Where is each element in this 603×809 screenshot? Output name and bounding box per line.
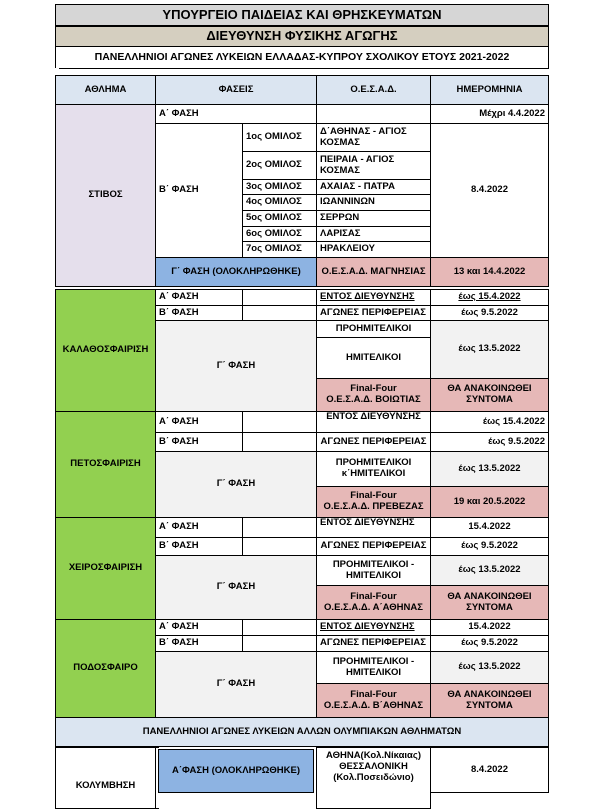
- stivos-phase-a-oesad: [316, 104, 431, 124]
- stivos-group-oesad: ΠΕΙΡΑΙΑ - ΑΓΙΟΣ ΚΟΣΜΑΣ: [316, 151, 431, 180]
- football-final-four: Final-Four Ο.Ε.Σ.Α.Δ. Β΄ΑΘΗΝΑΣ: [316, 683, 431, 718]
- stivos-phase-a-date: Μέχρι 4.4.2022: [430, 104, 549, 124]
- stivos-phase-b-date: 8.4.2022: [430, 123, 549, 258]
- stivos-group-oesad: ΙΩΑΝΝΙΝΩΝ: [316, 194, 431, 211]
- handball-phase-b: Β΄ ΦΑΣΗ: [155, 537, 243, 556]
- stivos-group-oesad: ΑΧΑΙΑΣ - ΠΑΤΡΑ: [316, 179, 431, 195]
- handball-pre-date: έως 13.5.2022: [430, 555, 549, 586]
- basketball-phase-a: Α΄ ΦΑΣΗ: [155, 289, 243, 306]
- handball-final-four: Final-Four Ο.Ε.Σ.Α.Δ. Α΄ΑΘΗΝΑΣ: [316, 585, 431, 620]
- stivos-group: 1ος ΟΜΙΛΟΣ: [242, 123, 317, 152]
- volleyball-pre: ΠΡΟΗΜΙΤΕΛΙΚΟΙ κ΄ΗΜΙΤΕΛΙΚΟΙ: [316, 451, 431, 487]
- handball-pre: ΠΡΟΗΜΙΤΕΛΙΚΟΙ - ΗΜΙΤΕΛΙΚΟΙ: [316, 555, 431, 586]
- football-pre: ΠΡΟΗΜΙΤΕΛΙΚΟΙ - ΗΜΙΤΕΛΙΚΟΙ: [316, 651, 431, 684]
- stivos-group: 5ος ΟΜΙΛΟΣ: [242, 210, 317, 227]
- header-phases: ΦΑΣΕΙΣ: [155, 75, 317, 105]
- stivos-phase-a: Α΄ ΦΑΣΗ: [155, 104, 317, 124]
- volleyball-final-four: Final-Four Ο.Ε.Σ.Α.Δ. ΠΡΕΒΕΖΑΣ: [316, 486, 431, 518]
- football-pre-date: έως 13.5.2022: [430, 651, 549, 684]
- stivos-group-oesad: ΗΡΑΚΛΕΙΟΥ: [316, 241, 431, 258]
- sport-basketball: ΚΑΛΑΘΟΣΦΑΙΡΙΣΗ: [55, 289, 156, 412]
- basketball-final-four: Final-Four Ο.Ε.Σ.Α.Δ. ΒΟΙΩΤΙΑΣ: [316, 378, 431, 412]
- football-phase-b: Β΄ ΦΑΣΗ: [155, 635, 243, 652]
- basketball-phase-b: Β΄ ΦΑΣΗ: [155, 305, 243, 321]
- page-subtitle: ΔΙΕΥΘΥΝΣΗ ΦΥΣΙΚΗΣ ΑΓΩΓΗΣ: [55, 26, 549, 47]
- stivos-group: 7ος ΟΜΙΛΟΣ: [242, 241, 317, 258]
- swimming-date: 8.4.2022: [430, 747, 549, 793]
- stivos-group-oesad: ΛΑΡΙΣΑΣ: [316, 226, 431, 242]
- football-phase-c: Γ΄ ΦΑΣΗ: [155, 651, 317, 718]
- handball-phase-a: Α΄ ΦΑΣΗ: [155, 517, 243, 538]
- stivos-phase-c: Γ΄ ΦΑΣΗ (ΟΛΟΚΛΗΡΩΘΗΚΕ): [155, 257, 317, 287]
- handball-phase-b-date: έως 9.5.2022: [430, 537, 549, 556]
- stivos-group-oesad: ΣΕΡΡΩΝ: [316, 210, 431, 227]
- stivos-group: 6ος ΟΜΙΛΟΣ: [242, 226, 317, 242]
- page-title: ΥΠΟΥΡΓΕΙΟ ΠΑΙΔΕΙΑΣ ΚΑΙ ΘΡΗΣΚΕΥΜΑΤΩΝ: [55, 4, 549, 26]
- basketball-pre-qf: ΠΡΟΗΜΙΤΕΛΙΚΟΙ: [316, 320, 431, 338]
- sport-handball: ΧΕΙΡΟΣΦΑΙΡΙΣΗ: [55, 517, 156, 620]
- basketball-phase-a-oesad: ΕΝΤΟΣ ΔΙΕΥΘΥΝΣΗΣ: [316, 289, 431, 306]
- volleyball-phase-c: Γ΄ ΦΑΣΗ: [155, 451, 317, 518]
- football-final-four-date: ΘΑ ΑΝΑΚΟΙΝΩΘΕΙ ΣΥΝΤΟΜΑ: [430, 683, 549, 718]
- handball-phase-a-date: 15.4.2022: [430, 517, 549, 538]
- stivos-phase-c-oesad: Ο.Ε.Σ.Α.Δ. ΜΑΓΝΗΣΙΑΣ: [316, 257, 431, 287]
- sport-stivos: ΣΤΙΒΟΣ: [55, 104, 156, 287]
- stivos-phase-c-date: 13 και 14.4.2022: [430, 257, 549, 287]
- football-phase-a-date: 15.4.2022: [430, 619, 549, 636]
- volleyball-pre-date: έως 13.5.2022: [430, 451, 549, 487]
- volleyball-final-four-date: 19 και 20.5.2022: [430, 486, 549, 518]
- football-phase-b-date: έως 9.5.2022: [430, 635, 549, 652]
- stivos-group: 2ος ΟΜΙΛΟΣ: [242, 151, 317, 180]
- basketball-phase-b-date: έως 9.5.2022: [430, 305, 549, 321]
- football-phase-b-oesad: ΑΓΩΝΕΣ ΠΕΡΙΦΕΡΕΙΑΣ: [316, 635, 431, 652]
- volleyball-phase-b-oesad: ΑΓΩΝΕΣ ΠΕΡΙΦΕΡΕΙΑΣ: [316, 432, 431, 452]
- swimming-phase-a: Α΄ΦΑΣΗ (ΟΛΟΚΛΗΡΩΘΗΚΕ): [158, 749, 314, 793]
- football-phase-a: Α΄ ΦΑΣΗ: [155, 619, 243, 636]
- basketball-semis: ΗΜΙΤΕΛΙΚΟΙ: [316, 337, 431, 379]
- volleyball-phase-b-date: έως 9.5.2022: [430, 432, 549, 452]
- basketball-phase-b-oesad: ΑΓΩΝΕΣ ΠΕΡΙΦΕΡΕΙΑΣ: [316, 305, 431, 321]
- stivos-group-oesad: Δ΄ΑΘΗΝΑΣ - ΑΓΙΟΣ ΚΟΣΜΑΣ: [316, 123, 431, 152]
- competition-banner: ΠΑΝΕΛΛΗΝΙΟΙ ΑΓΩΝΕΣ ΛΥΚΕΙΩΝ ΕΛΛΑΔΑΣ-ΚΥΠΡΟΥ ΣΧΟΛΙΚΟΥ ΕΤΟΥΣ 2021-2022: [55, 47, 549, 69]
- swimming-oesad: ΑΘΗΝΑ(Κολ.Νίκαιας) ΘΕΣΣΑΛΟΝΙΚΗ (Κολ.Ποσειδώνιο): [316, 747, 431, 809]
- other-sports-banner: ΠΑΝΕΛΛΗΝΙΟΙ ΑΓΩΝΕΣ ΛΥΚΕΙΩΝ ΑΛΛΩΝ ΟΛΥΜΠΙΑΚΩΝ ΑΘΛΗΜΑΤΩΝ: [55, 717, 549, 747]
- header-date: ΗΜΕΡΟΜΗΝΙΑ: [430, 75, 549, 105]
- stivos-group: 3ος ΟΜΙΛΟΣ: [242, 179, 317, 195]
- sport-football: ΠΟΔΟΣΦΑΙΡΟ: [55, 619, 156, 718]
- football-phase-a-oesad: ΕΝΤΟΣ ΔΙΕΥΘΥΝΣΗΣ: [316, 619, 431, 636]
- stivos-phase-b: Β΄ ΦΑΣΗ: [155, 123, 243, 258]
- handball-final-four-date: ΘΑ ΑΝΑΚΟΙΝΩΘΕΙ ΣΥΝΤΟΜΑ: [430, 585, 549, 620]
- basketball-phase-c: Γ΄ ΦΑΣΗ: [155, 320, 317, 412]
- volleyball-phase-a-oesad: ΕΝΤΟΣ ΔΙΕΥΘΥΝΣΗΣ: [316, 411, 431, 433]
- volleyball-phase-a: Α΄ ΦΑΣΗ: [155, 411, 243, 433]
- basketball-phase-a-date: έως 15.4.2022: [430, 289, 549, 306]
- handball-phase-a-oesad: ΕΝΤΟΣ ΔΙΕΥΘΥΝΣΗΣ: [316, 517, 431, 538]
- header-oesad: Ο.Ε.Σ.Α.Δ.: [316, 75, 431, 105]
- basketball-final-four-date: ΘΑ ΑΝΑΚΟΙΝΩΘΕΙ ΣΥΝΤΟΜΑ: [430, 378, 549, 412]
- header-sport: ΑΘΛΗΜΑ: [55, 75, 156, 105]
- handball-phase-b-oesad: ΑΓΩΝΕΣ ΠΕΡΙΦΕΡΕΙΑΣ: [316, 537, 431, 556]
- sport-swimming: ΚΟΛΥΜΒΗΣΗ: [55, 747, 156, 809]
- stivos-group: 4ος ΟΜΙΛΟΣ: [242, 194, 317, 211]
- volleyball-phase-b: Β΄ ΦΑΣΗ: [155, 432, 243, 452]
- basketball-pre-date: έως 13.5.2022: [430, 320, 549, 379]
- volleyball-phase-a-date: έως 15.4.2022: [430, 411, 549, 433]
- handball-phase-c: Γ΄ ΦΑΣΗ: [155, 555, 317, 620]
- sport-volleyball: ΠΕΤΟΣΦΑΙΡΙΣΗ: [55, 411, 156, 518]
